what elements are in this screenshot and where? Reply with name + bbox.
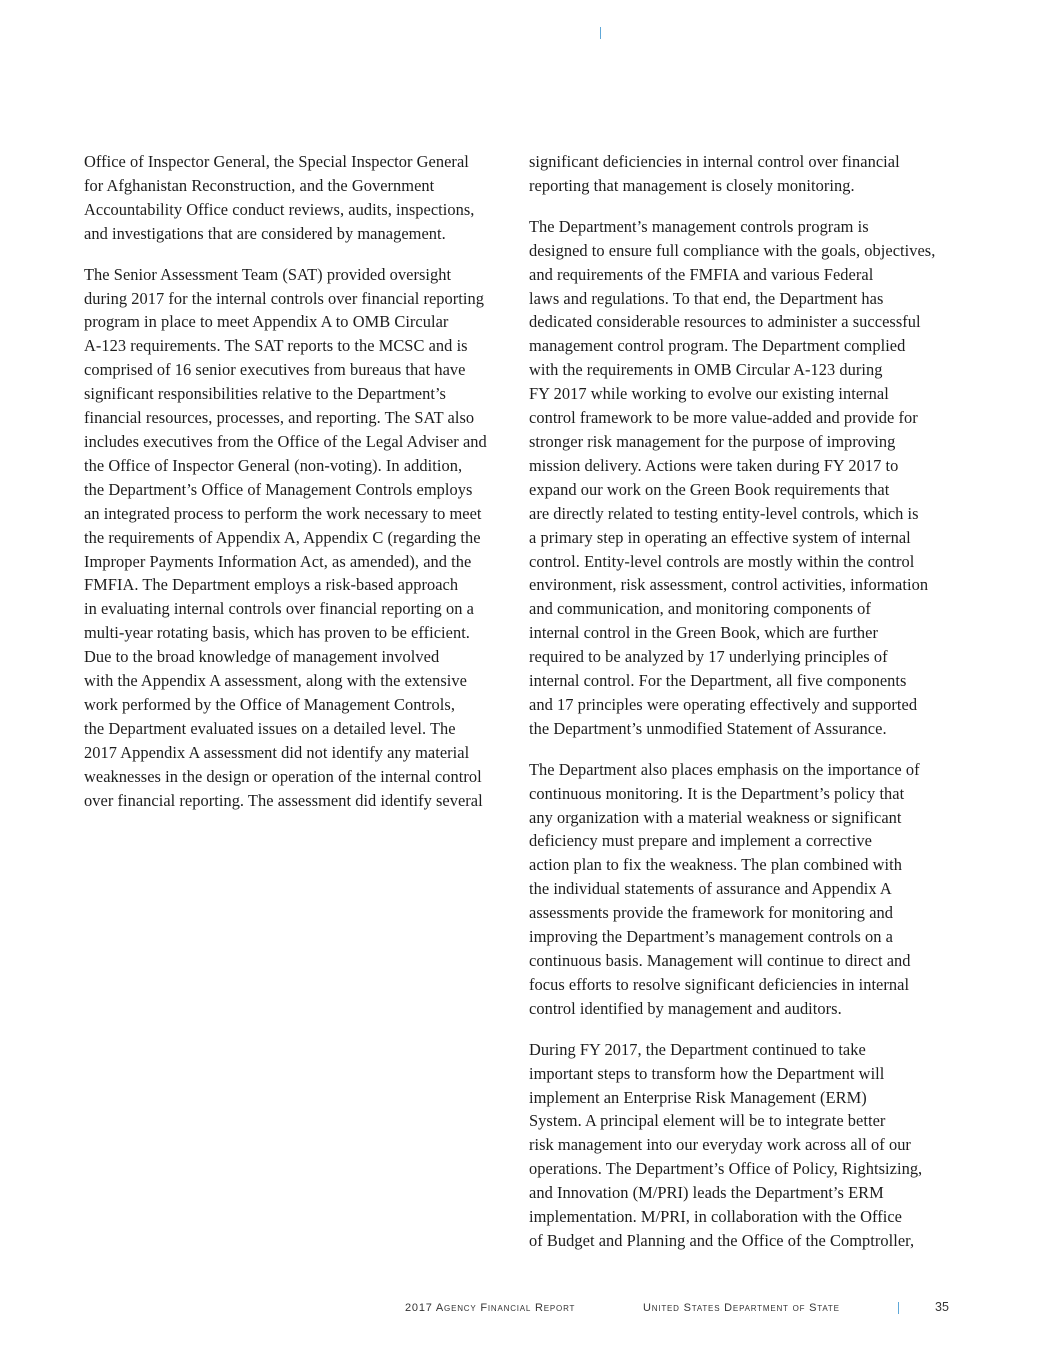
text-line: reporting that management is closely monitoring.	[529, 175, 855, 195]
text-line: The Senior Assessment Team (SAT) provided oversight	[84, 264, 452, 284]
paragraph	[529, 215, 961, 741]
text-line: FY 2017 while working to evolve our existing internal	[529, 384, 889, 404]
text-line: internal control in the Green Book, which are further	[529, 623, 879, 643]
text-line: Accountability Office conduct reviews, audits, inspections,	[84, 199, 475, 219]
right-text-column	[529, 150, 961, 1270]
text-line: action plan to fix the weakness. The plan combined with	[529, 855, 902, 875]
text-line: and 17 principles were operating effectively and supported	[529, 694, 918, 714]
text-line: financial resources, processes, and reporting. The SAT also	[84, 408, 475, 428]
text-line: The Department also places emphasis on the importance of	[529, 759, 920, 779]
paragraph	[84, 263, 516, 813]
text-line: implementation. M/PRI, in collaboration with the Office	[529, 1207, 902, 1227]
text-line: Improper Payments Information Act, as amended), and the	[84, 551, 472, 571]
text-line: the Department’s Office of Management Controls employs	[84, 479, 473, 499]
text-line: System. A principal element will be to integrate better	[529, 1111, 886, 1131]
text-line: the individual statements of assurance and Appendix A	[529, 879, 892, 899]
text-line: for Afghanistan Reconstruction, and the Government	[84, 175, 435, 195]
text-line: control identified by management and auditors.	[529, 998, 842, 1018]
text-line: program in place to meet Appendix A to OMB Circular	[84, 312, 449, 332]
text-line: an integrated process to perform the work necessary to meet	[84, 503, 482, 523]
text-line: improving the Department’s management controls on a	[529, 927, 893, 947]
text-line: control. Entity-level controls are mostly within the control	[529, 551, 915, 571]
text-line: multi-year rotating basis, which has proven to be efficient.	[84, 623, 470, 643]
footer-department-name: United States Department of State	[643, 1302, 840, 1314]
text-line: mission delivery. Actions were taken during FY 2017 to	[529, 455, 899, 475]
text-line: assessments provide the framework for monitoring and	[529, 903, 894, 923]
text-line: A-123 requirements. The SAT reports to the MCSC and is	[84, 336, 468, 356]
text-line: the Department evaluated issues on a detailed level. The	[84, 718, 456, 738]
footer-report-title: 2017 Agency Financial Report	[405, 1302, 576, 1314]
text-line: continuous monitoring. It is the Department’s policy that	[529, 783, 905, 803]
text-line: of Budget and Planning and the Office of the Comptroller,	[529, 1230, 915, 1250]
paragraph	[529, 150, 961, 198]
text-line: during 2017 for the internal controls over financial reporting	[84, 288, 484, 308]
text-line: and communication, and monitoring components of	[529, 599, 871, 619]
paragraph	[529, 758, 961, 1021]
header-divider-mark	[600, 27, 601, 39]
text-line: and investigations that are considered by management.	[84, 223, 446, 243]
paragraph	[529, 1038, 961, 1253]
text-line: dedicated considerable resources to administer a successful	[529, 312, 921, 332]
paragraph	[84, 150, 516, 246]
text-line: comprised of 16 senior executives from bureaus that have	[84, 360, 466, 380]
text-line: control framework to be more value-added and provide for	[529, 408, 918, 428]
text-line: in evaluating internal controls over financial reporting on a	[84, 599, 474, 619]
text-line: significant deficiencies in internal control over financial	[529, 152, 900, 171]
page-footer	[0, 1300, 1043, 1320]
text-line: over financial reporting. The assessment did identify several	[84, 790, 483, 810]
page-number: 35	[935, 1300, 949, 1314]
text-line: expand our work on the Green Book requirements that	[529, 479, 890, 499]
text-line: with the Appendix A assessment, along with the extensive	[84, 671, 467, 691]
text-line: risk management into our everyday work across all of our	[529, 1135, 911, 1155]
left-text-column	[84, 150, 516, 829]
text-line: environment, risk assessment, control activities, information	[529, 575, 929, 595]
text-line: the requirements of Appendix A, Appendix C (regarding the	[84, 527, 481, 547]
text-line: management control program. The Department complied	[529, 336, 906, 356]
text-line: designed to ensure full compliance with the goals, objectives,	[529, 240, 936, 260]
text-line: work performed by the Office of Management Controls,	[84, 694, 455, 714]
text-line: stronger risk management for the purpose of improving	[529, 431, 896, 451]
text-line: internal control. For the Department, all five components	[529, 671, 907, 691]
text-line: 2017 Appendix A assessment did not identify any material	[84, 742, 470, 762]
text-line: any organization with a material weakness or significant	[529, 807, 902, 827]
text-line: a primary step in operating an effective system of internal	[529, 527, 911, 547]
footer-divider-mark	[898, 1302, 899, 1314]
text-line: deficiency must prepare and implement a corrective	[529, 831, 872, 851]
text-line: and requirements of the FMFIA and various Federal	[529, 264, 874, 284]
text-line: includes executives from the Office of the Legal Adviser and	[84, 431, 487, 451]
text-line: Office of Inspector General, the Special Inspector General	[84, 152, 469, 171]
text-line: the Department’s unmodified Statement of Assurance.	[529, 718, 887, 738]
text-line: operations. The Department’s Office of Policy, Rightsizing,	[529, 1159, 923, 1179]
text-line: During FY 2017, the Department continued to take	[529, 1039, 866, 1059]
text-line: The Department’s management controls program is	[529, 216, 869, 236]
text-line: are directly related to testing entity-level controls, which is	[529, 503, 919, 523]
text-line: FMFIA. The Department employs a risk-based approach	[84, 575, 459, 595]
text-line: significant responsibilities relative to the Department’s	[84, 384, 446, 404]
text-line: Due to the broad knowledge of management involved	[84, 647, 440, 667]
text-line: weaknesses in the design or operation of the internal control	[84, 766, 482, 786]
text-line: focus efforts to resolve significant deficiencies in internal	[529, 974, 910, 994]
text-line: with the requirements in OMB Circular A-123 during	[529, 360, 883, 380]
text-line: laws and regulations. To that end, the Department has	[529, 288, 884, 308]
text-line: the Office of Inspector General (non-voting). In addition,	[84, 455, 463, 475]
text-line: continuous basis. Management will continue to direct and	[529, 951, 911, 970]
text-line: required to be analyzed by 17 underlying principles of	[529, 647, 888, 667]
text-line: important steps to transform how the Department will	[529, 1063, 885, 1083]
text-line: and Innovation (M/PRI) leads the Department’s ERM	[529, 1183, 884, 1203]
text-line: implement an Enterprise Risk Management (ERM)	[529, 1087, 867, 1107]
